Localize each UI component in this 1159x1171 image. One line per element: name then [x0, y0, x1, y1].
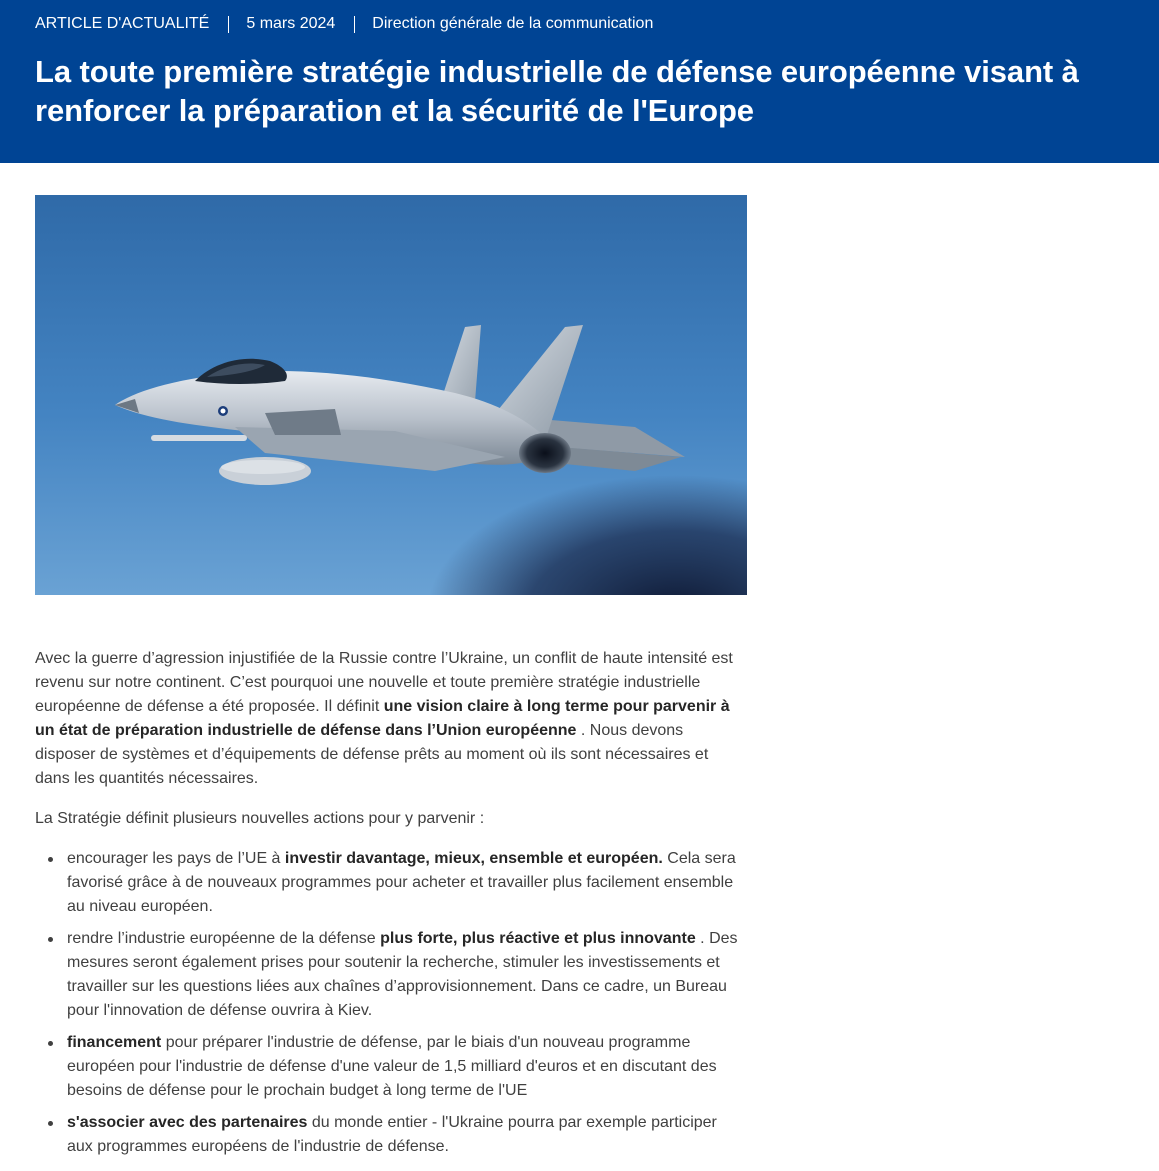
article-body	[35, 647, 747, 1159]
actions-list	[35, 847, 747, 1159]
intro-paragraph: Avec la guerre d’agression injustifiée de la Russie contre l’Ukraine, un conflit de haute intensité est revenu sur notre continent. C’est pourquoi une nouvelle et toute première stratégie industrielle européenne de défense a été proposée. Il définit une vision claire à long terme pour parvenir à un état de préparation industrielle de défense dans l’Union européenne . Nous devons disposer de systèmes et d’équipements de défense prêts au moment où ils sont nécessaires et dans les quantités nécessaires.	[35, 650, 733, 787]
meta-separator	[228, 16, 229, 33]
list-item: s'associer avec des partenaires du monde entier - l'Ukraine pourra par exemple participer aux programmes européens de l'industrie de défense.	[67, 1111, 747, 1159]
list-item: rendre l’industrie européenne de la défense plus forte, plus réactive et plus innovante . Des mesures seront également prises pour soutenir la recherche, stimuler les investissements et travailler sur les questions liées aux chaînes d’approvisionnement. Dans ce cadre, un Bureau pour l'innovation de défense ouvrira à Kiev.	[67, 927, 747, 1023]
fighter-jet-photo	[35, 195, 747, 595]
meta-separator	[354, 16, 355, 33]
page-title: La toute première stratégie industrielle de défense européenne visant à renforcer la préparation et la sécurité de l'Europe	[35, 54, 1079, 128]
article-content	[0, 163, 782, 1159]
list-item: encourager les pays de l’UE à investir davantage, mieux, ensemble et européen. Cela sera favorisé grâce à de nouveaux programmes pour acheter et travailler plus facilement ensemble au niveau européen.	[67, 847, 747, 919]
list-item: financement pour préparer l'industrie de défense, par le biais d'un nouveau programme européen pour l'industrie de défense d'une valeur de 1,5 milliard d'euros et en discutant des besoins de défense pour le prochain budget à long terme de l'UE	[67, 1031, 747, 1103]
intro-highlight: une vision claire à long terme pour parvenir à un état de préparation industrielle de défense dans l’Union européenne	[35, 698, 730, 739]
article-type: ARTICLE D'ACTUALITÉ	[35, 15, 210, 32]
article-meta	[35, 13, 1124, 35]
article-date: 5 mars 2024	[246, 15, 336, 32]
article-author: Direction générale de la communication	[372, 15, 654, 32]
actions-lead: La Stratégie définit plusieurs nouvelles actions pour y parvenir :	[35, 810, 485, 827]
article-header	[0, 0, 1159, 163]
